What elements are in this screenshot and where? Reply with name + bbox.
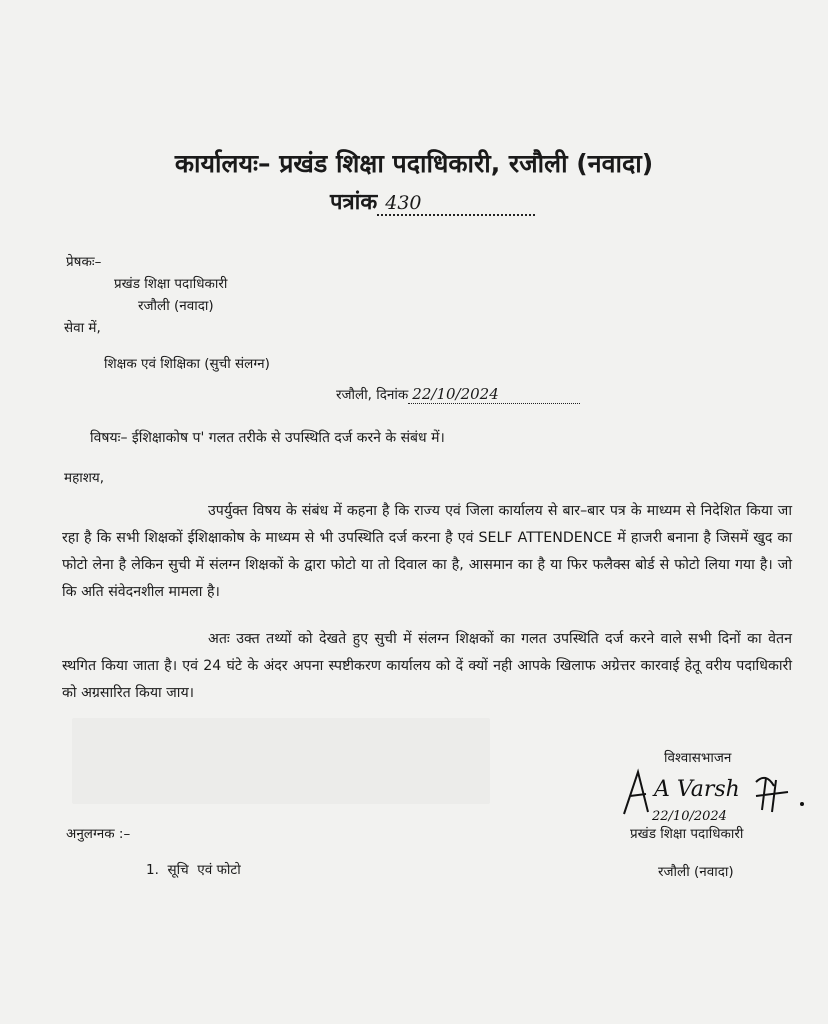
recipient-label: सेवा में, <box>64 320 101 336</box>
reference-number <box>330 186 535 216</box>
closing-yours: विश्वासभाजन <box>664 750 732 766</box>
salutation: महाशय, <box>64 470 105 486</box>
signature <box>616 762 816 826</box>
date-value: 22/10/2024 <box>408 385 580 404</box>
place: रजौली (नवादा) <box>658 864 734 880</box>
ref-number: 430 <box>377 192 535 216</box>
ref-label: पत्रांक <box>330 190 378 215</box>
signature-date: 22/10/2024 <box>652 809 727 824</box>
recipient-line: शिक्षक एवं शिक्षिका (सुची संलग्न) <box>104 356 270 372</box>
enclosure-label: अनुलग्नक :– <box>66 826 131 842</box>
sender-line-2: रजौली (नवादा) <box>138 298 214 314</box>
body-paragraph-1: उपर्युक्त विषय के संबंध में कहना है कि राज्य एवं जिला कार्यालय से बार–बार पत्र के माध्यम से निदेशित किया जा रहा है कि सभी शिक्षकों ईशिक्षाकोष के माध्यम से भी उपस्थिति दर्ज करना है एवं SELF ATTENDENCE में हाजरी बनाना है जिसमें खुद का फोटो लेना है लेकिन सुची में संलग्न शिक्षकों के द्वारा फोटो या तो दिवाल का है, आसमान का है या फिर फलैक्स बोर्ड से फोटो लिया गया है। जो कि अति संवेदनशील मामला है। <box>62 503 792 600</box>
office-title: कार्यालयः– प्रखंड शिक्षा पदाधिकारी, रजौली (नवादा) <box>174 149 654 178</box>
enclosure-item: 1. सूचि एवं फोटो <box>146 862 241 878</box>
signature-name: A Varsh <box>654 777 740 802</box>
body-paragraph-2: अतः उक्त तथ्यों को देखते हुए सुची में संलग्न शिक्षकों का गलत उपस्थिति दर्ज करने वाले सभी दिनों का वेतन स्थगित किया जाता है। एवं 24 घंटे के अंदर अपना स्पष्टीकरण कार्यालय को दें क्यों नही आपके खिलाफ अग्रेत्तर कारवाई हेतू वरीय पदाधिकारी को अग्रसारित किया जाय। <box>62 631 792 701</box>
designation: प्रखंड शिक्षा पदाधिकारी <box>630 826 744 842</box>
redacted-area <box>72 718 490 804</box>
sender-line-1: प्रखंड शिक्षा पदाधिकारी <box>114 276 228 292</box>
date-line <box>336 385 580 404</box>
date-label: रजौली, दिनांक <box>336 387 409 403</box>
subject-line: विषयः– ईशिक्षाकोष प' गलत तरीके से उपस्थिति दर्ज करने के संबंध में। <box>90 430 445 446</box>
sender-label: प्रेषकः– <box>66 254 102 270</box>
